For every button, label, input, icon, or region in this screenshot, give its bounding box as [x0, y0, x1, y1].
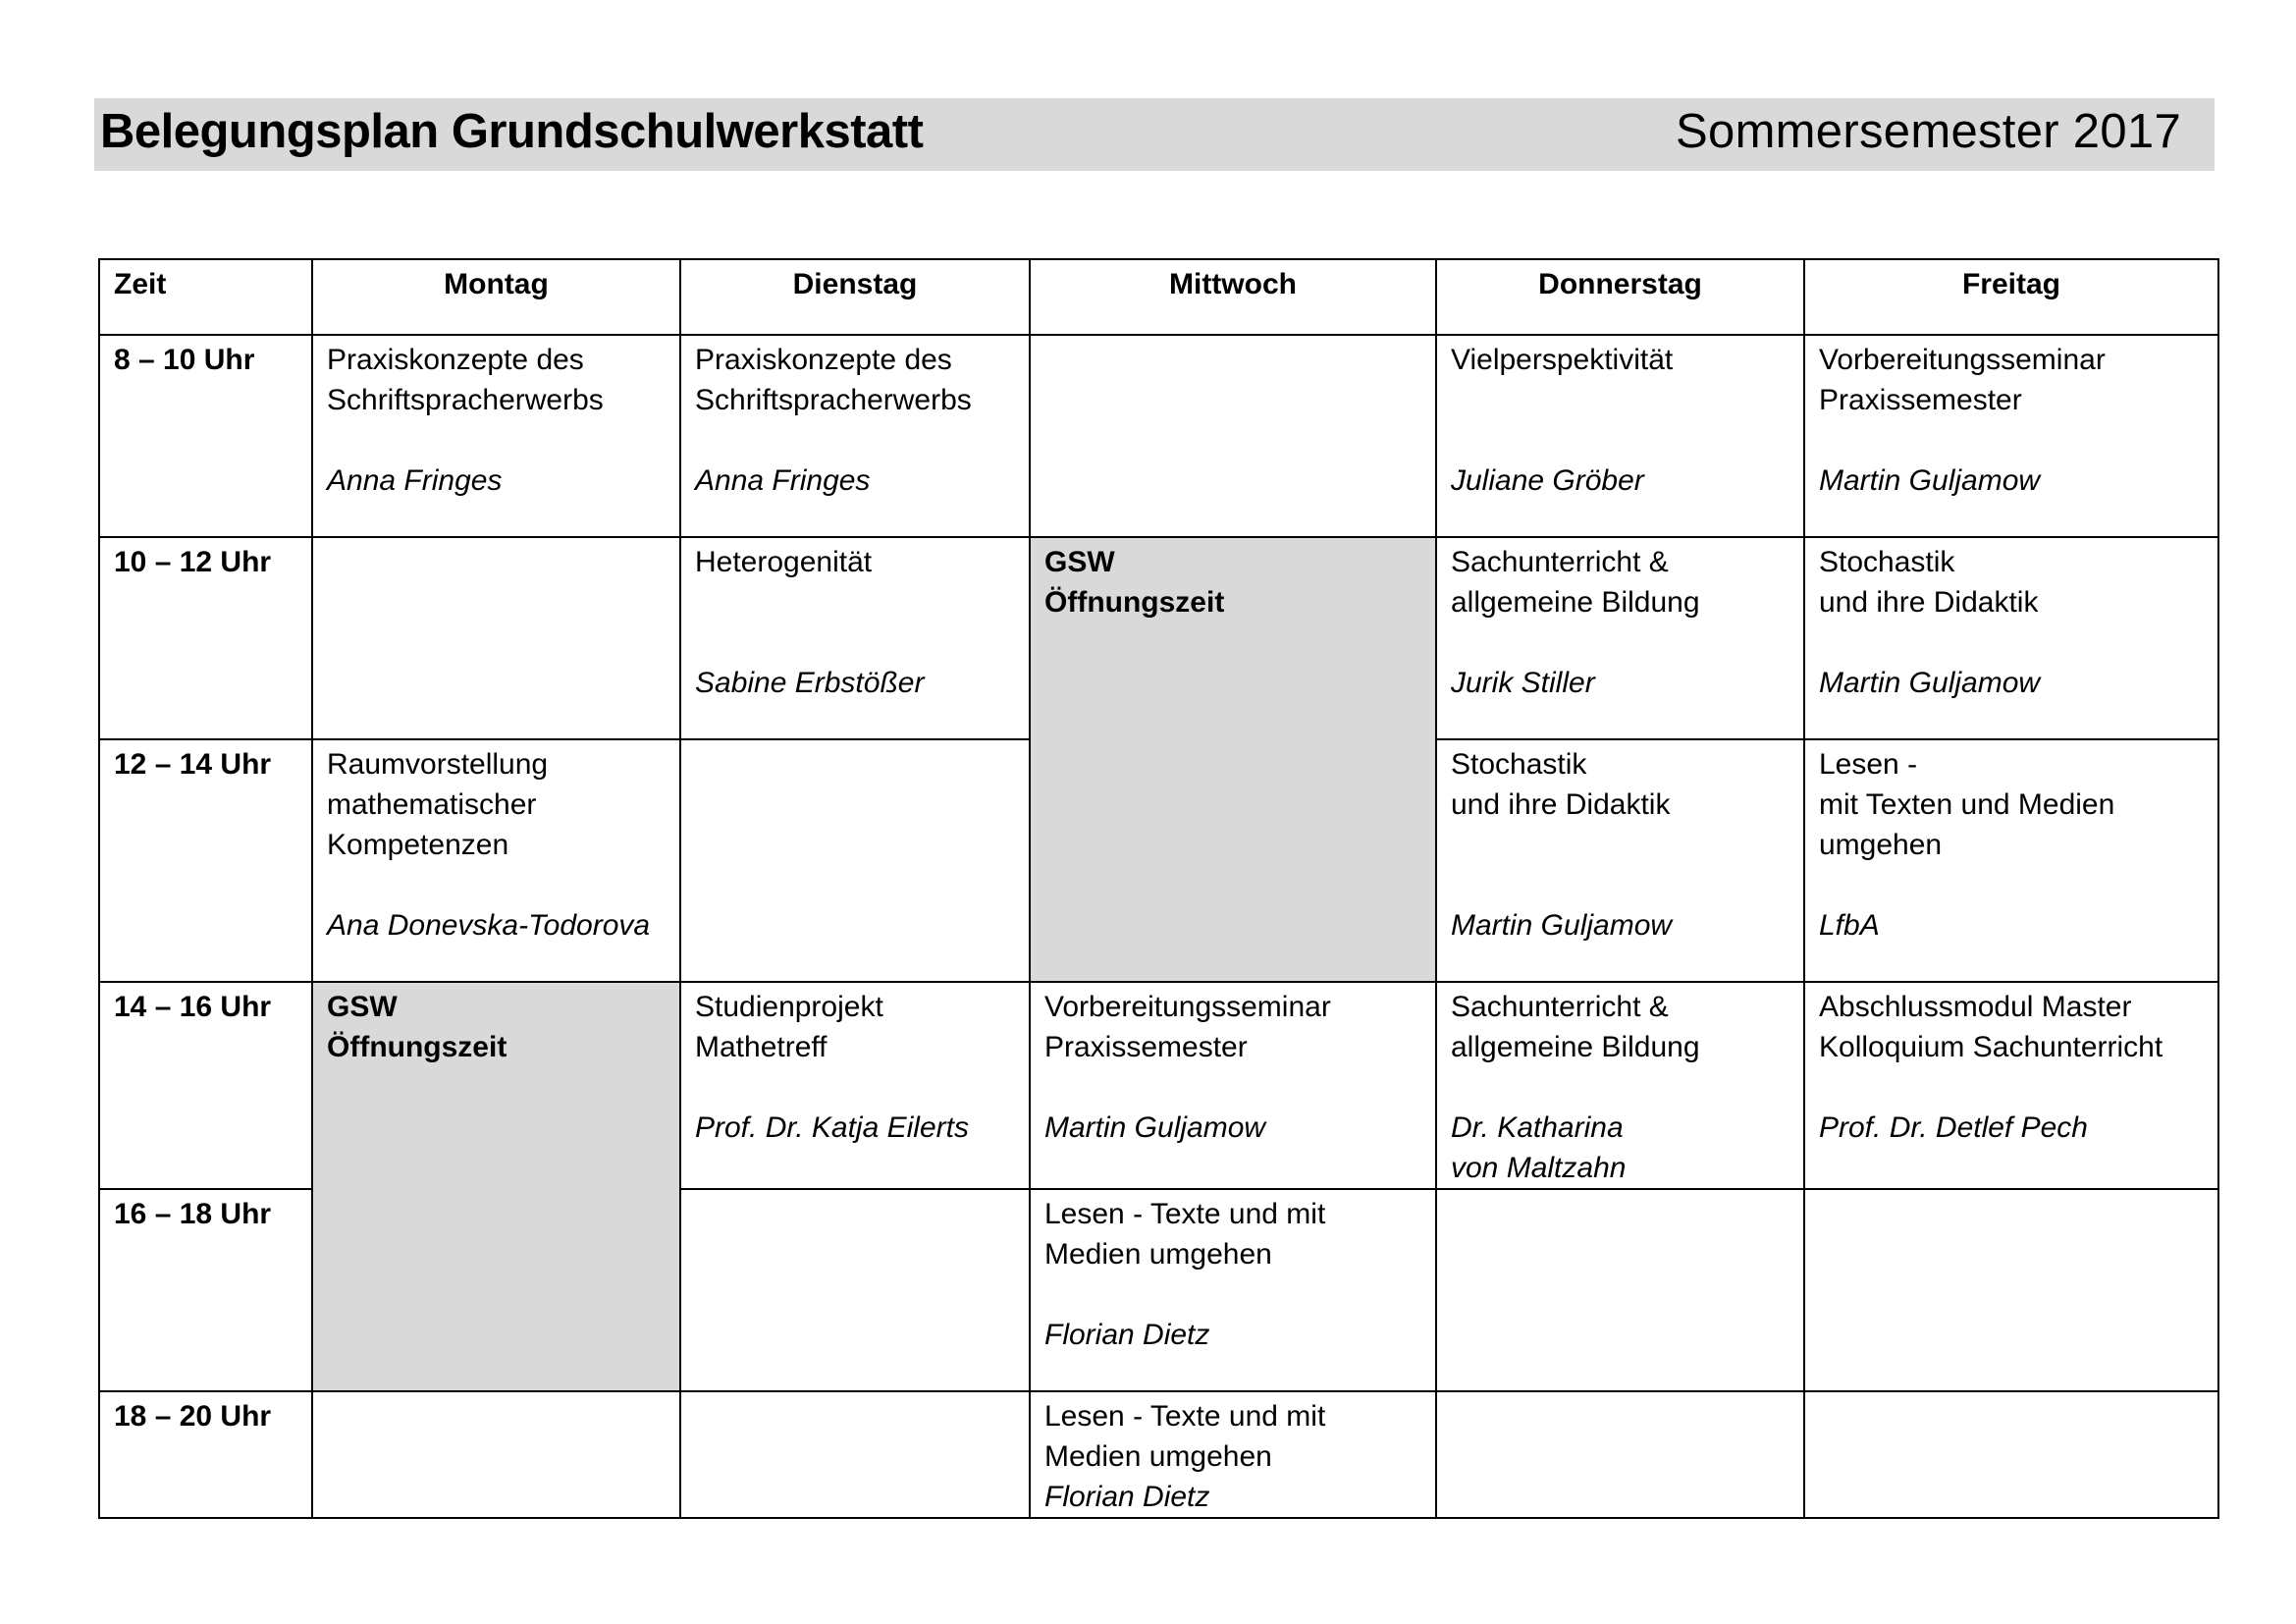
course-teacher: Martin Guljamow [1819, 464, 2041, 497]
schedule-cell-empty [680, 1189, 1030, 1391]
table-row [99, 982, 2218, 1189]
schedule-cell-empty [1436, 1391, 1804, 1518]
table-row [99, 537, 2218, 739]
course-teacher: Florian Dietz [1044, 1319, 1210, 1351]
schedule-cell [1804, 739, 2218, 982]
column-header-freitag: Freitag [1804, 259, 2218, 335]
course-teacher: Anna Fringes [695, 464, 871, 497]
schedule-cell [680, 335, 1030, 537]
schedule-cell [312, 739, 680, 982]
course-title: Raumvorstellung mathematischer Kompetenzen [327, 748, 549, 861]
time-slot: 18 – 20 Uhr [99, 1391, 312, 1518]
course-title: Stochastik und ihre Didaktik [1451, 748, 1671, 821]
page-title: Belegungsplan Grundschulwerkstatt [100, 105, 924, 158]
column-header-zeit: Zeit [99, 259, 312, 335]
course-teacher: Dr. Katharina von Maltzahn [1451, 1111, 1627, 1184]
schedule-cell [1030, 1391, 1436, 1518]
schedule-cell [1804, 537, 2218, 739]
table-row [99, 1391, 2218, 1518]
course-teacher: Juliane Gröber [1451, 464, 1644, 497]
course-title: Heterogenität [695, 546, 873, 578]
schedule-cell [1436, 982, 1804, 1189]
schedule-cell [680, 537, 1030, 739]
schedule-cell [1436, 335, 1804, 537]
course-title: Vielperspektivität [1451, 344, 1674, 376]
course-title: Lesen - mit Texten und Medien umgehen [1819, 748, 2115, 861]
column-header-donnerstag: Donnerstag [1436, 259, 1804, 335]
course-teacher: Martin Guljamow [1044, 1111, 1266, 1144]
schedule-cell [1436, 739, 1804, 982]
schedule-cell [1804, 982, 2218, 1189]
column-header-dienstag: Dienstag [680, 259, 1030, 335]
schedule-table [98, 258, 2219, 1519]
opening-hours-label: GSW Öffnungszeit [1044, 546, 1225, 619]
course-title: Praxiskonzepte des Schriftspracherwerbs [327, 344, 604, 416]
course-title: Lesen - Texte und mit Medien umgehen [1044, 1400, 1326, 1473]
course-teacher: Florian Dietz [1044, 1481, 1210, 1513]
course-teacher: Prof. Dr. Detlef Pech [1819, 1111, 2088, 1144]
schedule-cell-empty [1030, 335, 1436, 537]
schedule-cell-empty [1804, 1391, 2218, 1518]
course-teacher: Ana Donevska-Todorova [327, 909, 651, 942]
semester-label: Sommersemester 2017 [1676, 105, 2181, 158]
title-bar [94, 98, 2215, 171]
column-header-montag: Montag [312, 259, 680, 335]
schedule-cell-empty [1436, 1189, 1804, 1391]
opening-hours-cell [312, 982, 680, 1391]
schedule-cell-empty [312, 1391, 680, 1518]
schedule-cell [1804, 335, 2218, 537]
schedule-cell [1436, 537, 1804, 739]
course-title: Abschlussmodul Master Kolloquium Sachunterricht [1819, 991, 2163, 1063]
time-slot: 14 – 16 Uhr [99, 982, 312, 1189]
table-header-row [99, 259, 2218, 335]
time-slot: 12 – 14 Uhr [99, 739, 312, 982]
time-slot: 8 – 10 Uhr [99, 335, 312, 537]
schedule-cell [312, 335, 680, 537]
schedule-cell [680, 982, 1030, 1189]
course-teacher: Sabine Erbstößer [695, 667, 925, 699]
time-slot: 10 – 12 Uhr [99, 537, 312, 739]
course-title: Lesen - Texte und mit Medien umgehen [1044, 1198, 1326, 1271]
course-teacher: Martin Guljamow [1451, 909, 1673, 942]
time-slot: 16 – 18 Uhr [99, 1189, 312, 1391]
course-teacher: LfbA [1819, 909, 1880, 942]
course-title: Sachunterricht & allgemeine Bildung [1451, 991, 1700, 1063]
course-teacher: Jurik Stiller [1451, 667, 1595, 699]
course-title: Studienprojekt Mathetreff [695, 991, 883, 1063]
schedule-cell-empty [312, 537, 680, 739]
schedule-cell-empty [680, 1391, 1030, 1518]
schedule-cell [1030, 1189, 1436, 1391]
course-title: Vorbereitungsseminar Praxissemester [1819, 344, 2106, 416]
course-title: Stochastik und ihre Didaktik [1819, 546, 2039, 619]
course-teacher: Prof. Dr. Katja Eilerts [695, 1111, 969, 1144]
course-title: Vorbereitungsseminar Praxissemester [1044, 991, 1331, 1063]
course-title: Sachunterricht & allgemeine Bildung [1451, 546, 1700, 619]
table-row [99, 335, 2218, 537]
column-header-mittwoch: Mittwoch [1030, 259, 1436, 335]
opening-hours-label: GSW Öffnungszeit [327, 991, 507, 1063]
schedule-cell-empty [680, 739, 1030, 982]
schedule-cell-empty [1804, 1189, 2218, 1391]
course-title: Praxiskonzepte des Schriftspracherwerbs [695, 344, 972, 416]
course-teacher: Anna Fringes [327, 464, 503, 497]
course-teacher: Martin Guljamow [1819, 667, 2041, 699]
opening-hours-cell [1030, 537, 1436, 982]
schedule-cell [1030, 982, 1436, 1189]
